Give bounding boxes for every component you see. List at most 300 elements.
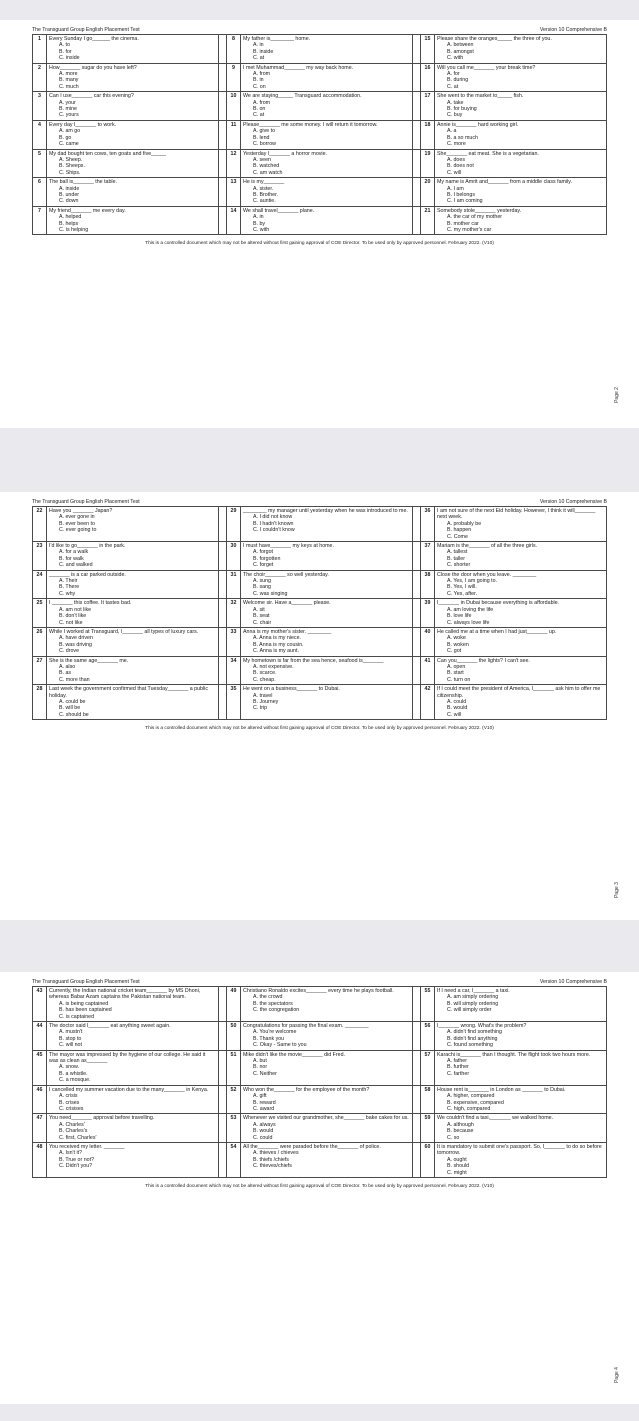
question-number: 42 — [421, 685, 435, 720]
answer-option: B. reward — [253, 1099, 276, 1106]
question-number: 39 — [421, 599, 435, 628]
question-number: 29 — [227, 507, 241, 542]
question-text: Currently, the Indian national cricket team_______ by MS Dhoni, whereas Babar Azam captains the Pakistan national team. — [49, 988, 201, 1001]
question-cell — [47, 685, 219, 720]
answer-option: B. as — [59, 670, 72, 677]
answer-option: B. stop to — [59, 1035, 82, 1042]
question-cell — [47, 92, 219, 121]
question-number: 60 — [421, 1142, 435, 1177]
question-text: My name is Amrit and_______ from a middle class family. — [437, 179, 573, 186]
page-header — [32, 972, 607, 986]
answer-option: C. cheap. — [253, 676, 276, 683]
question-text: Close the door when you leave. ________ — [437, 571, 537, 578]
column-gap — [413, 507, 421, 542]
question-text: You received my letter. _______ — [49, 1143, 125, 1150]
answer-option: A. am not like — [59, 606, 92, 613]
document-page — [0, 972, 639, 1404]
answer-option: A. forgot — [253, 549, 274, 556]
question-number: 40 — [421, 627, 435, 656]
question-cell — [435, 1022, 607, 1051]
question-number: 16 — [421, 63, 435, 92]
answer-option: C. chair — [253, 619, 272, 626]
answer-option: C. at — [447, 83, 459, 90]
answer-option: C. got — [447, 648, 462, 655]
answer-option: A. always — [253, 1121, 276, 1128]
question-number: 45 — [33, 1050, 47, 1085]
answer-option: B. was driving — [59, 641, 92, 648]
question-number: 9 — [227, 63, 241, 92]
question-text: The doctor said I_______ eat anything sweet again. — [49, 1023, 171, 1030]
question-text: The choir_______ so well yesterday. — [243, 571, 329, 578]
question-text: Have you _______ Japan? — [49, 508, 113, 514]
answer-option: B. sang — [253, 584, 271, 591]
question-number: 54 — [227, 1142, 241, 1177]
question-cell — [435, 92, 607, 121]
answer-option: C. down — [59, 198, 79, 205]
question-number: 1 — [33, 35, 47, 64]
question-number: 12 — [227, 149, 241, 178]
question-row — [33, 35, 607, 64]
answer-option: A. snow. — [59, 1064, 80, 1071]
question-text: Every Sunday I go______ the cinema. — [49, 36, 139, 42]
question-text: We shall travel_______ plane. — [243, 207, 315, 214]
answer-option: A. in — [253, 214, 264, 221]
answer-option: A. for — [447, 71, 460, 78]
document-page — [0, 492, 639, 920]
column-gap — [413, 1050, 421, 1085]
column-gap — [219, 599, 227, 628]
question-row — [33, 656, 607, 685]
answer-option: A. mustn't — [59, 1029, 83, 1036]
answer-option: C. with — [253, 226, 270, 233]
answer-option: B. expensive, compared — [447, 1099, 504, 1106]
answer-option: B. happen — [447, 527, 472, 534]
question-cell — [435, 1050, 607, 1085]
answer-option: B. crises — [59, 1099, 80, 1106]
question-text: I must have_______ my keys at home. — [243, 543, 334, 550]
question-cell — [435, 599, 607, 628]
question-row — [33, 542, 607, 571]
question-text: I'd like to go_______ in the park. — [49, 543, 126, 550]
document-page — [0, 20, 639, 428]
question-cell — [435, 987, 607, 1022]
answer-option: A. probably be — [447, 520, 482, 527]
question-cell — [241, 120, 413, 149]
question-number: 23 — [33, 542, 47, 571]
question-cell — [241, 1114, 413, 1143]
question-text: All the_______ were paraded before the_______ of police. — [243, 1143, 381, 1150]
question-cell — [435, 1114, 607, 1143]
question-number: 56 — [421, 1022, 435, 1051]
answer-option: A. sit — [253, 606, 265, 613]
question-text: Who won the_______ for the employee of the month? — [243, 1086, 370, 1093]
answer-option: B. the spectators — [253, 1000, 293, 1007]
question-table — [32, 986, 607, 1178]
question-text: _______ is a car parked outside. — [49, 571, 126, 578]
question-cell — [47, 599, 219, 628]
column-gap — [413, 1114, 421, 1143]
question-cell — [241, 149, 413, 178]
answer-option: B. inside — [253, 48, 274, 55]
question-number: 13 — [227, 178, 241, 207]
answer-option: C. Come — [447, 533, 468, 540]
question-cell — [241, 1142, 413, 1177]
answer-option: B. would — [447, 705, 468, 712]
answer-option: C. the congregation — [253, 1007, 300, 1014]
column-gap — [219, 1050, 227, 1085]
question-text: How_______ sugar do you have left? — [49, 64, 137, 71]
question-text: He is my_______ — [243, 179, 285, 186]
question-cell — [241, 656, 413, 685]
answer-option: C. my mother's car — [447, 226, 492, 233]
answer-option: C. should be — [59, 711, 89, 718]
answer-option: B. on — [253, 106, 266, 113]
answer-option: A. travel — [253, 692, 273, 699]
question-text: Whenever we visited our grandmother, she_______ bake cakes for us. — [243, 1115, 409, 1122]
question-number: 10 — [227, 92, 241, 121]
question-number: 50 — [227, 1022, 241, 1051]
answer-option: C. borrow — [253, 141, 276, 148]
question-text: If I could meet the president of America, I_______ ask him to offer me citizenship. — [437, 686, 601, 699]
answer-option: C. more — [447, 141, 466, 148]
column-gap — [219, 542, 227, 571]
question-text: While I worked at Transguard, I_______ all types of luxury cars. — [49, 628, 199, 635]
answer-option: A. Their — [59, 578, 78, 585]
answer-option: C. and walked — [59, 562, 93, 569]
answer-option: B. amongst — [447, 48, 474, 55]
question-text: She went to the market to_____ fish. — [437, 93, 524, 100]
column-gap — [219, 987, 227, 1022]
question-cell — [241, 1050, 413, 1085]
question-cell — [435, 35, 607, 64]
page-number: Page 3 — [614, 882, 621, 898]
answer-option: B. helps — [59, 220, 79, 227]
answer-option: A. for a walk — [59, 549, 89, 556]
question-number: 46 — [33, 1085, 47, 1114]
question-number: 58 — [421, 1085, 435, 1114]
question-text: We are staying_____ Transguard accommodation. — [243, 93, 362, 100]
answer-option: A. the crowd — [253, 994, 283, 1001]
question-cell — [435, 1142, 607, 1177]
answer-option: C. Didn't you? — [59, 1163, 93, 1170]
answer-option: B. forgotten — [253, 555, 281, 562]
column-gap — [219, 656, 227, 685]
answer-option: C. is helping — [59, 226, 89, 233]
question-number: 41 — [421, 656, 435, 685]
answer-option: C. drove — [59, 648, 80, 655]
answer-option: A. Charles' — [59, 1121, 85, 1128]
question-cell — [241, 1022, 413, 1051]
question-number: 37 — [421, 542, 435, 571]
answer-option: A. sister. — [253, 185, 274, 192]
answer-option: B. should — [447, 1163, 470, 1170]
answer-option: B. for — [59, 48, 72, 55]
answer-option: C. auntie. — [253, 198, 276, 205]
answer-option: B. watched — [253, 163, 280, 170]
answer-option: C. shorter — [447, 562, 471, 569]
answer-option: A. woke — [447, 635, 466, 642]
question-row — [33, 627, 607, 656]
question-cell — [241, 35, 413, 64]
question-text: The mayor was impressed by the hygiene of our college. He said it was as clean as_______ — [49, 1051, 206, 1065]
answer-option: C. so — [447, 1134, 460, 1141]
column-gap — [413, 120, 421, 149]
answer-option: C. farther — [447, 1070, 470, 1077]
question-cell — [435, 507, 607, 542]
question-text: Mariam is the_______ of all the three girls. — [437, 543, 538, 550]
question-row — [33, 63, 607, 92]
answer-option: A. I am — [447, 185, 464, 192]
answer-option: C. first, Charles' — [59, 1134, 97, 1141]
question-cell — [47, 178, 219, 207]
question-text: My father is________ home. — [243, 36, 311, 42]
question-cell — [47, 206, 219, 235]
question-number: 47 — [33, 1114, 47, 1143]
answer-option: A. I did not know — [253, 514, 293, 521]
question-text: If I need a car, I_______ a taxi. — [437, 988, 510, 994]
column-gap — [413, 599, 421, 628]
answer-option: C. not like — [59, 619, 83, 626]
question-cell — [435, 120, 607, 149]
answer-option: B. There — [59, 584, 80, 591]
answer-option: C. at — [253, 55, 265, 62]
answer-option: B. mother car — [447, 220, 479, 227]
answer-option: C. on — [253, 83, 266, 90]
answer-option: C. a mosque. — [59, 1077, 91, 1084]
question-number: 7 — [33, 206, 47, 235]
column-gap — [413, 149, 421, 178]
answer-option: C. could — [253, 1134, 273, 1141]
answer-option: C. was singing — [253, 590, 288, 597]
answer-option: C. ever going to — [59, 527, 97, 534]
answer-option: C. I couldn't know — [253, 527, 295, 534]
page-number: Page 2 — [614, 387, 621, 403]
question-cell — [47, 507, 219, 542]
question-cell — [47, 542, 219, 571]
question-text: Every day I_______ to work. — [49, 121, 117, 128]
question-row — [33, 1142, 607, 1177]
question-number: 15 — [421, 35, 435, 64]
answer-option: B. for buying — [447, 106, 477, 113]
question-text: I am not sure of the next Eid holiday. However, I think it will_______ next week. — [437, 508, 596, 521]
answer-option: B. love life — [447, 613, 472, 620]
answer-option: A. Isn't it? — [59, 1150, 83, 1157]
question-text: I_______ in Dubai because everything is affordable. — [437, 600, 560, 607]
question-row — [33, 206, 607, 235]
answer-option: B. will be — [59, 705, 81, 712]
answer-option: A. didn't find something — [447, 1029, 502, 1036]
column-gap — [413, 178, 421, 207]
question-cell — [241, 178, 413, 207]
question-cell — [241, 570, 413, 599]
column-gap — [413, 570, 421, 599]
question-text: She is the same age_______ me. — [49, 657, 129, 664]
answer-option: B. go — [59, 134, 72, 141]
column-gap — [219, 507, 227, 542]
question-cell — [47, 987, 219, 1022]
column-gap — [219, 149, 227, 178]
column-gap — [219, 1114, 227, 1143]
column-gap — [413, 206, 421, 235]
answer-option: C. award — [253, 1105, 275, 1112]
answer-option: C. crisises — [59, 1105, 84, 1112]
question-row — [33, 685, 607, 720]
question-number: 28 — [33, 685, 47, 720]
question-row — [33, 178, 607, 207]
question-number: 25 — [33, 599, 47, 628]
question-text: He went on a business_______ to Dubai. — [243, 686, 340, 693]
answer-option: B. by — [253, 220, 266, 227]
answer-option: C. found something — [447, 1042, 493, 1049]
answer-option: C. yours — [59, 112, 79, 119]
question-cell — [47, 1142, 219, 1177]
answer-option: B. I belongs — [447, 191, 475, 198]
answer-option: B. because — [447, 1128, 474, 1135]
answer-option: A. thieves / chieves — [253, 1150, 299, 1157]
question-row — [33, 1050, 607, 1085]
question-row — [33, 507, 607, 542]
question-row — [33, 570, 607, 599]
answer-option: B. I hadn't known — [253, 520, 294, 527]
column-gap — [413, 987, 421, 1022]
answer-option: A. You're welcome — [253, 1029, 297, 1036]
question-number: 19 — [421, 149, 435, 178]
question-number: 14 — [227, 206, 241, 235]
answer-option: C. trip — [253, 705, 268, 712]
answer-option: C. am watch — [253, 169, 283, 176]
answer-option: A. from — [253, 99, 271, 106]
column-gap — [219, 120, 227, 149]
answer-option: A. am loving the life — [447, 606, 494, 613]
question-row — [33, 1085, 607, 1114]
question-cell — [47, 1114, 219, 1143]
question-text: You need_______ approval before travelling. — [49, 1115, 155, 1122]
question-cell — [435, 656, 607, 685]
question-text: My hometown is far from the sea hence, seafood is_______ — [243, 657, 384, 664]
answer-option: A. between — [447, 42, 474, 49]
question-text: Welcome sir. Have a_______ please. — [243, 600, 331, 607]
answer-option: C. will — [447, 169, 462, 176]
question-number: 32 — [227, 599, 241, 628]
test-title: The Transguard Group English Placement Test — [32, 979, 140, 985]
column-gap — [413, 1085, 421, 1114]
question-number: 51 — [227, 1050, 241, 1085]
column-gap — [413, 63, 421, 92]
answer-option: B. lend — [253, 134, 270, 141]
answer-option: A. helped — [59, 214, 82, 221]
answer-option: A. have driven — [59, 635, 93, 642]
answer-option: B. didn't find anything — [447, 1035, 498, 1042]
answer-option: C. might — [447, 1169, 467, 1176]
answer-option: C. Ships. — [59, 169, 81, 176]
question-text: Christiano Ronaldo excites_______ every time he plays football. — [243, 988, 394, 994]
answer-option: C. will simply order — [447, 1007, 492, 1014]
question-cell — [241, 542, 413, 571]
question-text: Please share the oranges_____ the three of you. — [437, 36, 552, 42]
question-text: I _______ this coffee. It tastes bad. — [49, 600, 132, 607]
document-footer: This is a controlled document which may not be altered without first gaining approval of COE Director. To be used only by approved personnel. February 2022. (V10) — [145, 1183, 494, 1189]
answer-option: A. could — [447, 698, 467, 705]
answer-option: A. tallest — [447, 549, 468, 556]
answer-option: B. True or not? — [59, 1156, 95, 1163]
question-cell — [241, 92, 413, 121]
question-cell — [47, 120, 219, 149]
question-number: 22 — [33, 507, 47, 542]
question-row — [33, 1114, 607, 1143]
answer-option: A. to — [59, 42, 70, 49]
question-number: 49 — [227, 987, 241, 1022]
answer-option: A. Yes, I am going to. — [447, 578, 498, 585]
question-text: We couldn't find a taxi,_______ we walked home. — [437, 1115, 554, 1122]
question-cell — [47, 570, 219, 599]
question-row — [33, 987, 607, 1022]
question-cell — [241, 627, 413, 656]
question-cell — [435, 627, 607, 656]
answer-option: B. Thank you — [253, 1035, 285, 1042]
answer-option: B. don't like — [59, 613, 87, 620]
answer-option: A. Anna is my niece. — [253, 635, 301, 642]
page-number: Page 4 — [614, 1367, 621, 1383]
question-text: Can I use_______ car this evening? — [49, 93, 134, 100]
question-cell — [435, 206, 607, 235]
question-text: Yesterday I_______ a horror movie. — [243, 150, 328, 157]
question-row — [33, 1022, 607, 1051]
answer-option: B. thiefs /chiefs — [253, 1156, 289, 1163]
question-row — [33, 92, 607, 121]
column-gap — [219, 178, 227, 207]
answer-option: B. mine — [59, 106, 77, 113]
answer-option: B. Anna is my cousin. — [253, 641, 304, 648]
question-number: 18 — [421, 120, 435, 149]
answer-option: B. Brother. — [253, 191, 279, 198]
column-gap — [413, 685, 421, 720]
question-cell — [241, 1085, 413, 1114]
column-gap — [413, 35, 421, 64]
answer-option: C. Yes, after. — [447, 590, 478, 597]
question-table — [32, 34, 607, 235]
answer-option: B. does not — [447, 163, 474, 170]
question-cell — [47, 149, 219, 178]
question-number: 11 — [227, 120, 241, 149]
answer-option: C. came — [59, 141, 79, 148]
question-number: 53 — [227, 1114, 241, 1143]
answer-option: B. would — [253, 1128, 274, 1135]
question-number: 8 — [227, 35, 241, 64]
answer-option: C. at — [253, 112, 265, 119]
answer-option: A. am go — [59, 128, 81, 135]
question-text: I_______ wrong. What's the problem? — [437, 1023, 527, 1030]
answer-option: B. Sheeps. — [59, 163, 85, 170]
answer-option: B. scarce. — [253, 670, 277, 677]
answer-option: A. the car of my mother — [447, 214, 503, 221]
column-gap — [413, 627, 421, 656]
answer-option: C. inside — [59, 55, 80, 62]
column-gap — [219, 1142, 227, 1177]
question-number: 2 — [33, 63, 47, 92]
answer-option: B. seat — [253, 613, 270, 620]
answer-option: C. high, compared — [447, 1105, 491, 1112]
column-gap — [219, 35, 227, 64]
answer-option: A. but — [253, 1058, 267, 1065]
question-number: 31 — [227, 570, 241, 599]
column-gap — [413, 1142, 421, 1177]
question-cell — [241, 206, 413, 235]
column-gap — [413, 542, 421, 571]
answer-option: C. Anna is my aunt. — [253, 648, 299, 655]
column-gap — [413, 656, 421, 685]
question-text: Last week the government confirmed that Tuesday_______ a public holiday. — [49, 686, 209, 699]
test-title: The Transguard Group English Placement Test — [32, 499, 140, 505]
